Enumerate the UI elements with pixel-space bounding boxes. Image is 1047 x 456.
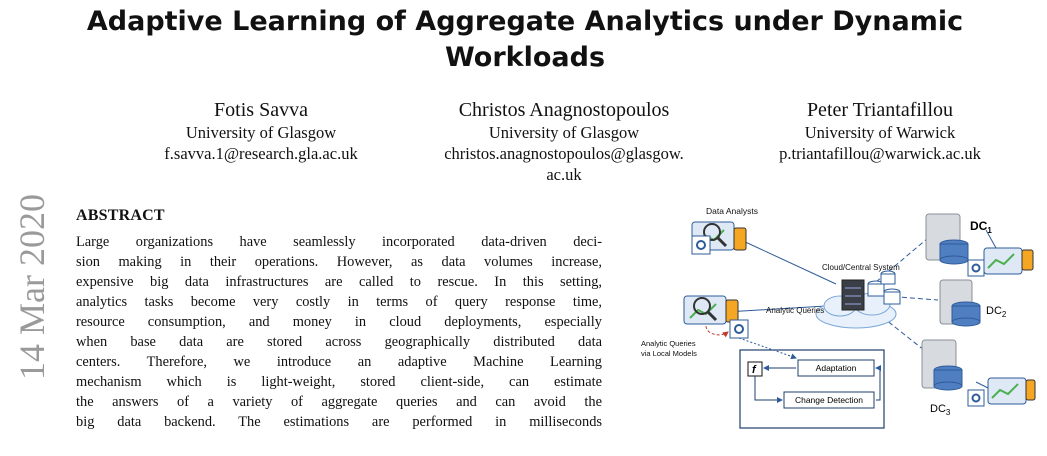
author-affiliation: University of Glasgow [488,123,640,142]
gear-icon [968,390,984,406]
author-2 [414,98,714,185]
author-affiliation: University of Glasgow [185,123,337,142]
change-detection-label: Change Detection [794,395,864,405]
author-name: Peter Triantafillou [806,99,954,121]
author-affiliation: University of Warwick [804,123,956,142]
analytic-queries-label: Analytic Queries [766,306,825,315]
dc1-label: $DC_1$ [970,219,992,235]
author-name: Fotis Savva [214,99,308,121]
abstract-line: sion making in their operations. However, as data volumes increase, [76,254,602,270]
local-models-label-line1: Analytic Queries [641,339,696,348]
system-architecture-figure [636,200,1036,436]
author-email: p.triantafillou@warwick.ac.uk [779,144,981,163]
gear-icon [968,260,984,276]
local-query-arrow [706,326,728,335]
gear-icon [692,236,710,254]
datacenter-2-icon [940,280,980,326]
author-3 [740,98,1020,164]
gear-icon [730,320,748,338]
arxiv-stamp: 14 Mar 2020 [12,194,52,380]
dc3-label: $DC_3$ [930,403,951,417]
author-email-continued: ac.uk [546,165,582,184]
local-models-label-line2: via Local Models [641,349,697,358]
abstract-line: mechanism which is light-weight, stored client-side, can estimate [76,374,602,390]
datacenter-1-icon [926,214,968,264]
author-email: christos.anagnostopoulos@glasgow. [444,144,684,163]
data-analysts-label: Data Analysts [706,206,758,216]
adaptation-label: Adaptation [815,363,857,373]
cloud-system-label: Cloud/Central System [822,263,900,272]
title-line-1: Adaptive Learning of Aggregate Analytics under Dynamic [86,6,964,37]
analyst-laptop-icon [988,378,1035,404]
abstract-line: analytics tasks become very costly in terms of query response time, [76,294,602,310]
abstract-line: Large organizations have seamlessly incorporated data-driven deci- [76,234,602,250]
abstract-line: the answers of a variety of aggregate queries and can avoid the [76,394,602,410]
model-function-symbol: f [752,364,756,376]
datacenter-3-icon [922,340,962,390]
abstract-line: expensive big data infrastructures are called to rescue. In this setting, [76,274,602,290]
abstract-heading: ABSTRACT [76,207,165,224]
author-1 [131,98,391,164]
dc2-label: $DC_2$ [986,305,1007,319]
author-name: Christos Anagnostopoulos [458,99,670,121]
abstract-line: big data backend. The estimations are performed in milliseconds [76,414,602,430]
title-line-2: Workloads [444,42,606,73]
abstract-line: when base data are stored across geographically distributed data [76,334,602,350]
author-email: f.savva.1@research.gla.ac.uk [164,144,358,163]
server-rack-icon [842,280,864,310]
abstract-line: centers. Therefore, we introduce an adaptive Machine Learning [76,354,602,370]
abstract-line: resource consumption, and money in cloud deployments, especially [76,314,602,330]
paper-title [75,4,975,76]
analyst-laptop-icon [984,248,1033,274]
abstract-body [76,232,602,432]
